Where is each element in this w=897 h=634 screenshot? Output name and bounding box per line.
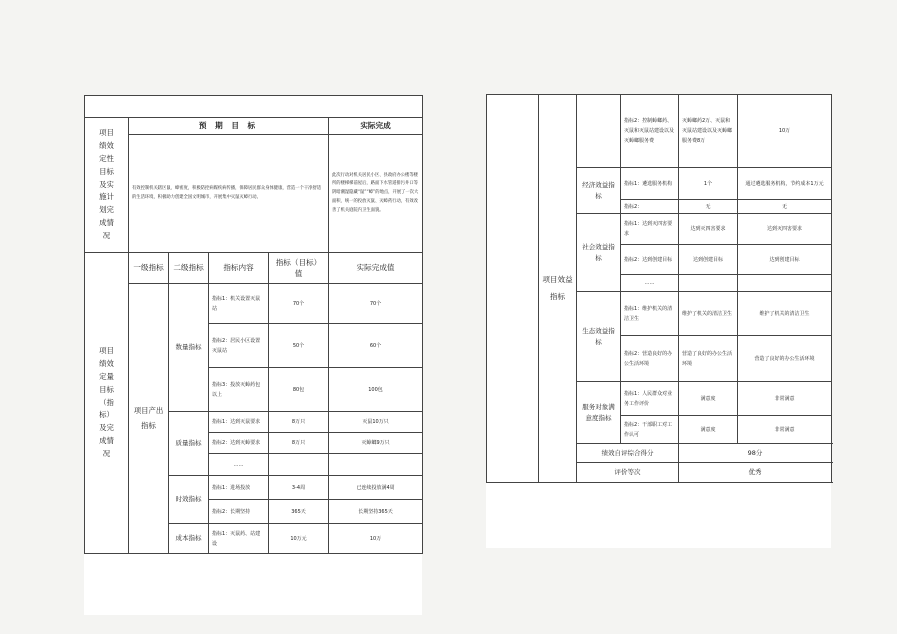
grade-label: 评价等次 [577,463,679,483]
indicator-content: 指标1：机关设置灭鼠站 [209,284,269,324]
indicator-actual: 100包 [329,368,423,412]
social-benefit-label: 社会效益指标 [577,214,621,292]
indicator-actual: 非常满意 [738,416,832,444]
indicator-target: 8万只 [269,412,329,433]
col-actual-header: 实际完成值 [329,253,423,284]
indicator-actual: 灭鼠10万只 [329,412,423,433]
indicator-actual: 已连续投放满4周 [329,476,423,500]
indicator-actual: 无 [738,200,832,214]
indicator-actual: 通过遴选服务机构，节约成本1万元 [738,168,832,200]
indicator-target: 营造了良好的办公生活环境 [679,336,738,382]
indicator-target: 70个 [269,284,329,324]
indicator-actual: 达到创建目标 [738,245,832,275]
indicator-content: 指标1：灭鼠药、站建设 [209,524,269,554]
indicator-target: 3-4周 [269,476,329,500]
indicator-content: 指标2：营造良好的办公生活环境 [621,336,679,382]
indicator-content: 指标2：控制蟑螂药、灭鼠和灭鼠站建设以及灭蟑螂服务费 [621,95,679,168]
col-target-header: 指标（目标）值 [269,253,329,284]
indicator-content: 指标2：达到灭蟑要求 [209,433,269,454]
right-page [486,94,831,548]
indicator-target: 365天 [269,500,329,524]
indicator-content: 指标2：达到创建目标 [621,245,679,275]
service-satisfaction-label: 服务对象满意度指标 [577,382,621,444]
indicator-actual: 60个 [329,324,423,368]
section2-label: 项目绩效定量目标（指标）及完成情况 [85,253,129,554]
indicator-actual: 灭蟑螂9万只 [329,433,423,454]
col-level2-header: 二级指标 [169,253,209,284]
indicator-target: 灭蟑螂药2万、灭鼠和灭鼠站建设以及灭蟑螂服务费8万 [679,95,738,168]
indicator-actual: 营造了良好的办公生活环境 [738,336,832,382]
score-value: 98分 [679,444,832,463]
column-header-row [85,253,423,284]
indicator-content: 指标2：居民小区设置灭鼠站 [209,324,269,368]
indicator-target [269,454,329,476]
right-performance-table [486,94,832,483]
indicator-content: …… [621,275,679,292]
actual-completion-header: 实际完成 [329,118,423,135]
table-row [85,284,423,324]
qualitative-header-row [85,118,423,135]
indicator-content: 指标2：长期坚持 [209,500,269,524]
indicator-target: 达到创建目标 [679,245,738,275]
indicator-actual: 非常满意 [738,382,832,416]
indicator-target: 达到灭四害要求 [679,214,738,245]
indicator-actual: 70个 [329,284,423,324]
indicator-actual [738,275,832,292]
indicator-target: 满意度 [679,416,738,444]
indicator-content: 指标1：达到灭四害要求 [621,214,679,245]
indicator-target: 8万只 [269,433,329,454]
indicator-actual: 10万 [738,95,832,168]
expected-goal-text: 有效控制机关辖区鼠、蟑密度，积极防控病媒疾病传播，保障居民群众身体健康，营造一个干净舒适的生活环境，积极助力创建全国文明城市，开展集中灭鼠灭蟑行动。 [129,135,329,253]
col-level1-header: 一级指标 [129,253,169,284]
score-label: 绩效自评综合得分 [577,444,679,463]
time-indicator-label: 时效指标 [169,476,209,524]
table-row [487,95,832,168]
grade-value: 优秀 [679,463,832,483]
indicator-content: 指标3：投放灭蟑药包以上 [209,368,269,412]
indicator-target: 50个 [269,324,329,368]
indicator-actual: 达到灭四害要求 [738,214,832,245]
indicator-actual [329,454,423,476]
col-content-header: 指标内容 [209,253,269,284]
indicator-actual: 长期坚持365天 [329,500,423,524]
quantity-indicator-label: 数量指标 [169,284,209,412]
indicator-content: 指标1：进场投放 [209,476,269,500]
ecological-benefit-label: 生态效益指标 [577,292,621,382]
indicator-target [679,275,738,292]
indicator-target: 满意度 [679,382,738,416]
economic-benefit-label: 经济效益指标 [577,168,621,214]
top-blank-row [85,96,423,118]
output-indicator-label: 项目产出指标 [129,284,169,554]
indicator-content: 指标1：维护机关的清洁卫生 [621,292,679,336]
indicator-content: …… [209,454,269,476]
qualitative-content-row [85,135,423,253]
section1-label: 项目绩效定性目标及实施计划完成情况 [85,118,129,253]
indicator-target: 维护了机关的清洁卫生 [679,292,738,336]
indicator-target: 无 [679,200,738,214]
indicator-target: 80包 [269,368,329,412]
expected-goal-header: 预 期 目 标 [129,118,329,135]
indicator-content: 指标2：干部职工对工作认可 [621,416,679,444]
cost-indicator-label: 成本指标 [169,524,209,554]
actual-completion-text: 此次行动对机关居民小区、县政府办公楼等楼所的楼梯梯前屋后，路面下水管道排污井口等阴暗潮湿隐藏“鼠”“蟑”的地点，开展了一次大面积、统一的投放灭鼠、灭蟑药行动，有效改善了机关庭院内卫生面貌。 [329,135,423,253]
indicator-content: 指标1：遴选服务机构 [621,168,679,200]
left-page [84,95,422,615]
indicator-content: 指标2： [621,200,679,214]
indicator-content: 指标1：达到灭鼠要求 [209,412,269,433]
quality-indicator-label: 质量指标 [169,412,209,476]
indicator-content: 指标1：人民群众对业务工作评价 [621,382,679,416]
benefit-indicator-label: 项目效益指标 [539,95,577,483]
indicator-actual: 10万 [329,524,423,554]
indicator-target: 10万元 [269,524,329,554]
left-performance-table [84,95,423,554]
indicator-target: 1个 [679,168,738,200]
indicator-actual: 维护了机关的清洁卫生 [738,292,832,336]
